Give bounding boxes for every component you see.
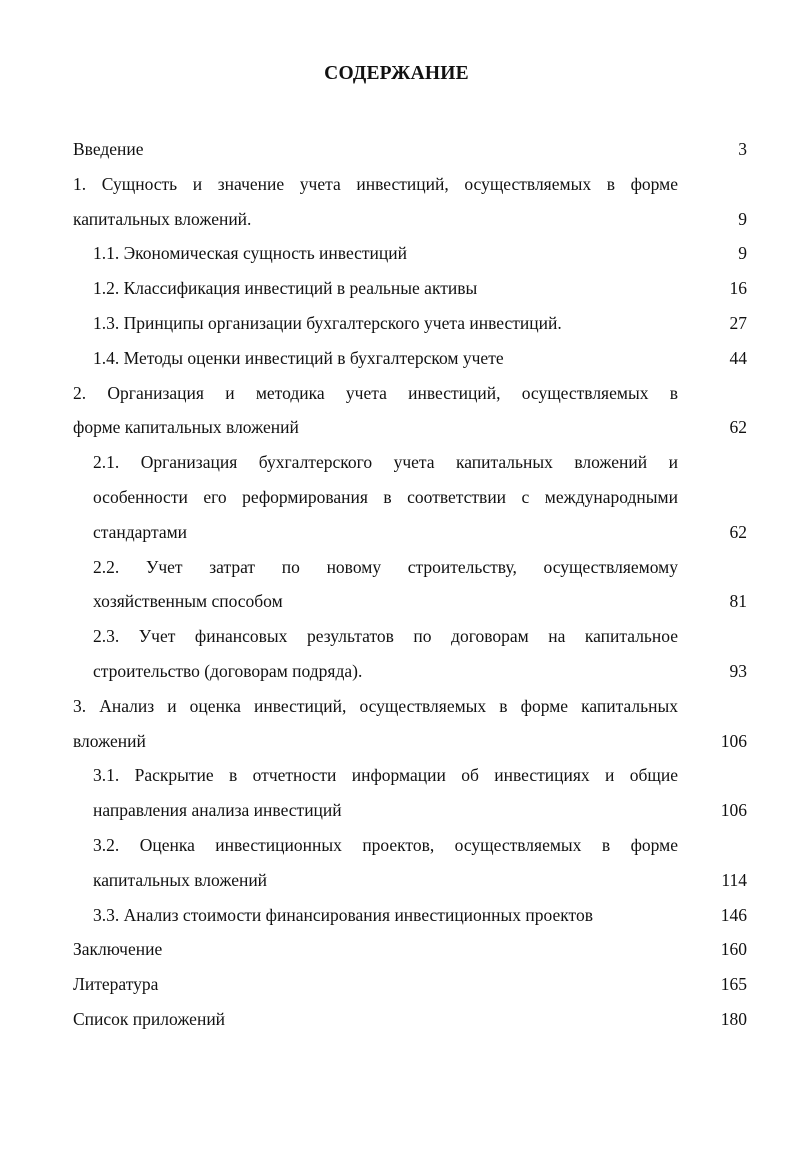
toc-section-1-1 <box>73 236 747 271</box>
toc-entry-intro <box>73 132 747 167</box>
toc-entry-text: 3.2. Оценка инвестиционных проектов, осуществляемых в форме <box>93 834 678 855</box>
toc-entry-text: 1.1. Экономическая сущность инвестиций <box>93 243 408 264</box>
toc-section-2-1-line-3 <box>73 515 747 550</box>
toc-entry-text: стандартами <box>93 521 188 542</box>
toc-entry-text: 3.3. Анализ стоимости финансирования инвестиционных проектов <box>93 904 593 925</box>
toc-entry-text: 2.2. Учет затрат по новому строительству, осуществляемому <box>93 556 678 577</box>
toc-chapter-1-line-1 <box>73 167 747 202</box>
toc-page-number: 114 <box>721 869 747 890</box>
page-title: СОДЕРЖАНИЕ <box>324 63 469 84</box>
toc-entry-text: 3.1. Раскрытие в отчетности информации об инвестициях и общие <box>93 765 678 786</box>
toc-chapter-1-line-2 <box>73 202 747 237</box>
toc-entry-text: 1.3. Принципы организации бухгалтерского учета инвестиций. <box>93 312 562 333</box>
toc-entry-text: строительство (договорам подряда). <box>93 660 363 681</box>
toc-entry-text: 2.1. Организация бухгалтерского учета капитальных вложений и <box>93 452 678 473</box>
toc-section-2-2-line-1 <box>73 550 747 585</box>
toc-section-3-1-line-2 <box>73 793 747 828</box>
toc-page-number: 44 <box>729 347 747 368</box>
toc-page-number: 9 <box>738 208 747 229</box>
toc-section-1-2 <box>73 271 747 306</box>
toc-entry-text: форме капитальных вложений <box>73 417 299 438</box>
toc-section-1-3 <box>73 306 747 341</box>
toc-section-2-3-line-1 <box>73 619 747 654</box>
toc-page-number: 106 <box>720 730 747 751</box>
toc-section-3-1-line-1 <box>73 758 747 793</box>
toc-entry-text: 1.4. Методы оценки инвестиций в бухгалтерском учете <box>93 347 504 368</box>
toc-entry-literature <box>73 967 747 1002</box>
toc-page-number: 146 <box>720 904 747 925</box>
toc-entry-text: хозяйственным способом <box>93 591 283 612</box>
toc-page-number: 16 <box>729 278 747 299</box>
toc-entry-text: Введение <box>73 139 144 159</box>
toc-chapter-3-line-1 <box>73 689 747 724</box>
toc-page-number: 160 <box>720 939 747 960</box>
toc-page-number: 180 <box>720 1008 747 1029</box>
table-of-contents <box>73 132 747 1037</box>
toc-page-number: 62 <box>729 521 747 542</box>
toc-section-2-1-line-2 <box>73 480 747 515</box>
toc-entry-text: 2. Организация и методика учета инвестиций, осуществляемых в <box>73 382 678 403</box>
toc-page-number: 106 <box>720 800 747 821</box>
toc-entry-text: вложений <box>73 730 146 751</box>
toc-section-3-2-line-1 <box>73 828 747 863</box>
toc-page-number: 93 <box>729 660 747 681</box>
toc-entry-text: 2.3. Учет финансовых результатов по договорам на капитальное <box>93 626 678 647</box>
toc-entry-text: особенности его реформирования в соответствии с международными <box>93 486 678 507</box>
toc-section-2-2-line-2 <box>73 584 747 619</box>
toc-chapter-2-line-2 <box>73 410 747 445</box>
toc-entry-text: Литература <box>73 974 159 995</box>
toc-section-3-3 <box>73 898 747 933</box>
toc-page-number: 3 <box>738 139 747 159</box>
toc-entry-text: Заключение <box>73 939 163 960</box>
toc-entry-text: Список приложений <box>73 1008 226 1029</box>
toc-section-1-4 <box>73 341 747 376</box>
toc-chapter-3-line-2 <box>73 724 747 759</box>
toc-section-3-2-line-2 <box>73 863 747 898</box>
toc-section-2-3-line-2 <box>73 654 747 689</box>
toc-entry-text: капитальных вложений <box>93 869 268 890</box>
toc-entry-conclusion <box>73 932 747 967</box>
toc-entry-text: направления анализа инвестиций <box>93 800 342 821</box>
toc-entry-text: 3. Анализ и оценка инвестиций, осуществляемых в форме капитальных <box>73 695 678 716</box>
toc-page-number: 27 <box>729 312 747 333</box>
toc-chapter-2-line-1 <box>73 376 747 411</box>
toc-entry-text: 1. Сущность и значение учета инвестиций, осуществляемых в форме <box>73 173 678 194</box>
toc-page-number: 9 <box>738 243 747 264</box>
toc-page-number: 62 <box>729 417 747 438</box>
toc-page-number: 165 <box>720 974 747 995</box>
toc-entry-text: капитальных вложений. <box>73 208 252 229</box>
toc-entry-text: 1.2. Классификация инвестиций в реальные активы <box>93 278 478 299</box>
toc-entry-appendices <box>73 1002 747 1037</box>
toc-section-2-1-line-1 <box>73 445 747 480</box>
toc-page-number: 81 <box>729 591 747 612</box>
